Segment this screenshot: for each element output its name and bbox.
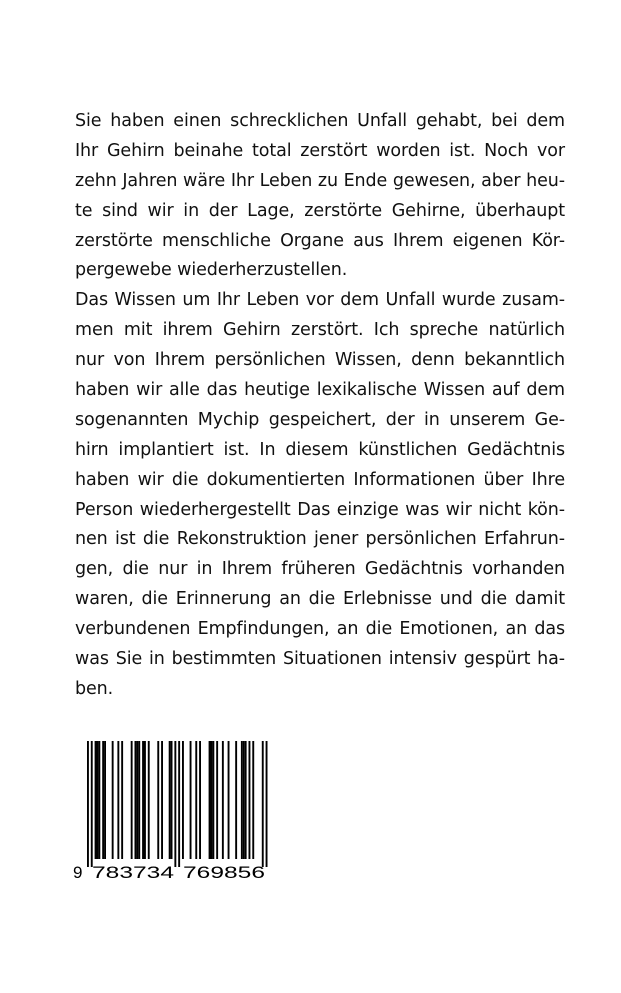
blurb-line: hirn implantiert ist. In diesem künstlichen Gedächtnis [75, 439, 565, 460]
barcode-bar [138, 741, 140, 859]
blurb-line: nen ist die Rekonstruktion jener persönlichen Erfahrun- [75, 529, 565, 550]
barcode-guard-bar [174, 741, 176, 867]
barcode-bar [190, 741, 192, 859]
barcode-bar [199, 741, 201, 859]
isbn-left-group: 783734 [92, 863, 174, 881]
blurb-line: Ihr Gehirn beinahe total zerstört worden ist. Noch vor [75, 140, 565, 161]
barcode-bar [102, 741, 104, 859]
blurb-line: Das Wissen um Ihr Leben vor dem Unfall wurde zusam- [75, 290, 565, 311]
barcode-bar [148, 741, 150, 859]
barcode-guard-bar [91, 741, 93, 867]
barcode-bar [171, 741, 173, 859]
barcode-bar [135, 741, 137, 859]
barcode-bar [95, 741, 97, 859]
barcode-bar [117, 741, 119, 859]
barcode-bar [243, 741, 245, 859]
blurb-line: nur von Ihrem persönlichen Wissen, denn bekanntlich [75, 350, 565, 371]
barcode-guard-bar [266, 741, 268, 867]
blurb-line: te sind wir in der Lage, zerstörte Gehirne, überhaupt [75, 200, 565, 221]
barcode-bar [169, 741, 171, 859]
barcode-bar [161, 741, 163, 859]
barcode-bar [112, 741, 114, 859]
barcode-bar [252, 741, 254, 859]
barcode-bar [131, 741, 133, 859]
barcode-bar [136, 741, 138, 859]
blurb-line: zerstörte menschliche Organe aus Ihrem eigenen Kör- [75, 230, 565, 251]
barcode-bar [195, 741, 197, 859]
blurb-line: ben. [75, 678, 114, 699]
barcode-graphic [73, 741, 278, 881]
barcode-bar [209, 741, 211, 859]
barcode-bar [97, 741, 99, 859]
blurb-line: gen, die nur in Ihrem früheren Gedächtnis vorhanden [75, 559, 565, 580]
barcode-bar [121, 741, 123, 859]
barcode-bar [235, 741, 237, 859]
barcode-bar [245, 741, 247, 859]
barcode-bar [211, 741, 213, 859]
barcode-bar [98, 741, 100, 859]
barcode-guard-bar [87, 741, 89, 867]
barcode-bar [222, 741, 224, 859]
isbn-first-digit: 9 [73, 863, 83, 881]
blurb-text [75, 107, 565, 705]
barcode-bar [216, 741, 218, 859]
barcode-bar [249, 741, 251, 859]
blurb-line: sogenannten Mychip gespeichert, der in unserem Ge- [75, 409, 565, 430]
barcode-bar [241, 741, 243, 859]
blurb-line: verbundenen Empfindungen, an die Emotionen, an das [75, 619, 565, 640]
barcode-guard-bar [262, 741, 264, 867]
blurb-line: waren, die Erinnerung an die Erlebnisse und die damit [75, 589, 565, 610]
blurb-line: haben wir die dokumentierten Informationen über Ihre [75, 469, 565, 490]
isbn-barcode [73, 741, 278, 881]
barcode-bar [228, 741, 230, 859]
barcode-bar [157, 741, 159, 859]
blurb-line: was Sie in bestimmten Situationen intensiv gespürt ha- [75, 649, 565, 670]
blurb-line: men mit ihrem Gehirn zerstört. Ich spreche natürlich [75, 320, 565, 341]
barcode-bar [212, 741, 214, 859]
barcode-bar [182, 741, 184, 859]
barcode-bars [87, 741, 268, 867]
barcode-bar [144, 741, 146, 859]
barcode-guard-bar [178, 741, 180, 867]
blurb-line: Sie haben einen schrecklichen Unfall gehabt, bei dem [75, 111, 565, 131]
blurb-line: Person wiederhergestellt Das einzige was wir nicht kön- [75, 499, 565, 520]
barcode-bar [104, 741, 106, 859]
blurb-line: zehn Jahren wäre Ihr Leben zu Ende gewesen, aber heu- [75, 170, 565, 191]
blurb-line: pergewebe wiederherzustellen. [75, 260, 348, 281]
barcode-bar [142, 741, 144, 859]
isbn-right-group: 769856 [183, 863, 265, 881]
blurb-line: haben wir alle das heutige lexikalische Wissen auf dem [75, 380, 565, 401]
